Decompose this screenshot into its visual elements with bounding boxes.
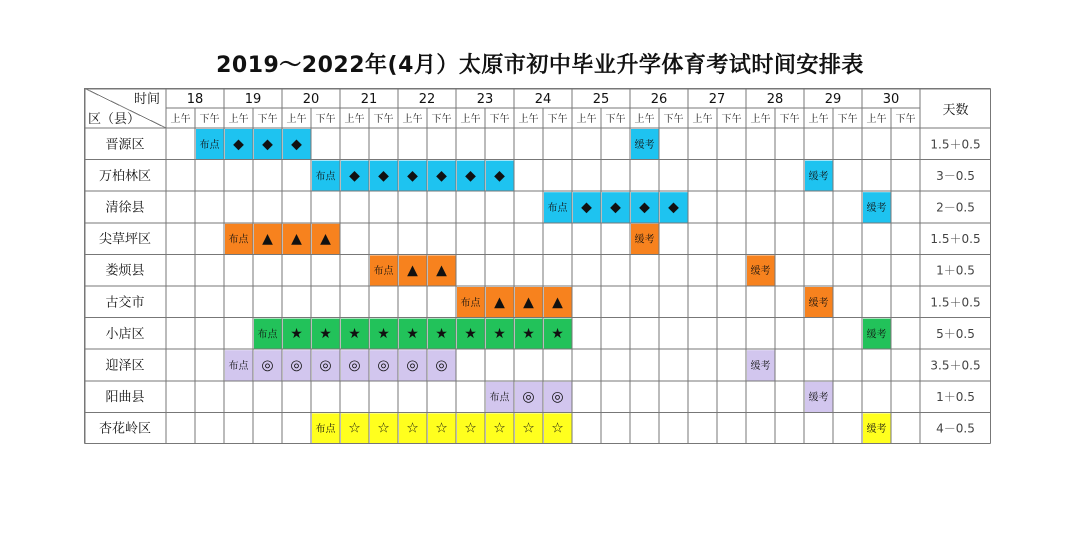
exam-mark: ★: [551, 325, 564, 342]
district-name: 清徐县: [105, 200, 145, 216]
cell-label: 布点: [315, 424, 336, 436]
header-time-label: 时间: [133, 92, 160, 107]
exam-mark: ◆: [262, 136, 273, 153]
exam-mark: ◆: [639, 199, 650, 216]
am-label: 上午: [750, 114, 771, 125]
day-label: 29: [824, 92, 842, 107]
exam-mark: ☆: [493, 420, 506, 437]
am-label: 上午: [576, 114, 597, 125]
am-label: 上午: [228, 114, 249, 125]
am-label: 上午: [402, 114, 423, 125]
day-label: 23: [476, 92, 494, 107]
exam-mark: ★: [435, 325, 448, 342]
exam-mark: ◆: [291, 136, 302, 153]
district-name: 阳曲县: [105, 390, 145, 406]
am-label: 上午: [808, 114, 829, 125]
exam-mark: ◎: [522, 389, 535, 406]
header-district-label: 区（县）: [88, 112, 141, 127]
exam-mark: ◆: [581, 199, 592, 216]
am-label: 上午: [286, 114, 307, 125]
cell-label: 布点: [315, 171, 336, 183]
exam-mark: ◎: [319, 357, 332, 374]
cell-label: 缓考: [866, 329, 887, 341]
days-total: 3.5＋0.5: [930, 358, 981, 373]
exam-mark: ☆: [435, 420, 448, 437]
days-total: 2－0.5: [936, 200, 975, 215]
exam-mark: ★: [348, 325, 361, 342]
exam-mark: ◆: [407, 167, 418, 184]
days-total: 5＋0.5: [936, 326, 975, 341]
cell-label: 缓考: [750, 266, 771, 278]
exam-mark: ◆: [668, 199, 679, 216]
district-name: 古交市: [105, 295, 145, 311]
day-label: 22: [418, 92, 436, 107]
district-name: 尖草坪区: [98, 232, 152, 248]
exam-mark: ◎: [377, 357, 390, 374]
cell-label: 缓考: [808, 392, 829, 404]
am-label: 上午: [460, 114, 481, 125]
exam-mark: ☆: [551, 420, 564, 437]
pm-label: 下午: [895, 114, 916, 125]
pm-label: 下午: [779, 114, 800, 125]
exam-mark: ◆: [494, 167, 505, 184]
exam-mark: ▲: [291, 231, 302, 248]
exam-mark: ◎: [551, 389, 564, 406]
cell-label: 缓考: [808, 297, 829, 309]
days-total: 1.5＋0.5: [930, 295, 981, 310]
exam-mark: ★: [290, 325, 303, 342]
cell-label: 布点: [460, 297, 481, 309]
am-label: 上午: [170, 114, 191, 125]
exam-mark: ▲: [262, 231, 273, 248]
exam-mark: ◆: [233, 136, 244, 153]
am-label: 上午: [518, 114, 539, 125]
pm-label: 下午: [605, 114, 626, 125]
cell-label: 布点: [489, 392, 510, 404]
page-title: 2019～2022年(4月）太原市初中毕业升学体育考试时间安排表: [216, 53, 864, 78]
cell-label: 布点: [257, 329, 278, 341]
exam-mark: ★: [377, 325, 390, 342]
am-label: 上午: [634, 114, 655, 125]
cell-label: 缓考: [866, 424, 887, 436]
exam-mark: ☆: [377, 420, 390, 437]
pm-label: 下午: [489, 114, 510, 125]
exam-mark: ★: [522, 325, 535, 342]
day-label: 24: [534, 92, 552, 107]
exam-mark: ◎: [261, 357, 274, 374]
cell-label: 布点: [228, 361, 249, 372]
exam-mark: ★: [319, 325, 332, 342]
cell-label: 布点: [547, 203, 568, 214]
pm-label: 下午: [373, 114, 394, 125]
exam-mark: ◎: [435, 357, 448, 374]
cell-label: 缓考: [750, 361, 771, 372]
cell-label: 缓考: [808, 171, 829, 183]
exam-mark: ▲: [523, 294, 534, 311]
pm-label: 下午: [199, 114, 220, 125]
day-label: 19: [244, 92, 262, 107]
exam-mark: ◎: [406, 357, 419, 374]
exam-mark: ▲: [436, 262, 447, 279]
district-name: 小店区: [105, 326, 145, 342]
day-label: 28: [766, 92, 784, 107]
am-label: 上午: [692, 114, 713, 125]
day-label: 30: [882, 92, 900, 107]
cell-label: 布点: [373, 266, 394, 278]
day-label: 21: [360, 92, 378, 107]
header-days-total-label: 天数: [942, 103, 969, 118]
exam-mark: ◆: [465, 167, 476, 184]
schedule-table: [84, 88, 991, 444]
days-total: 1＋0.5: [936, 263, 975, 278]
cell-label: 缓考: [634, 139, 655, 151]
days-total: 3－0.5: [936, 168, 975, 183]
exam-mark: ◆: [610, 199, 621, 216]
district-name: 娄烦县: [105, 263, 145, 279]
pm-label: 下午: [257, 114, 278, 125]
exam-mark: ▲: [552, 294, 563, 311]
day-label: 25: [592, 92, 610, 107]
exam-mark: ▲: [407, 262, 418, 279]
exam-mark: ◎: [290, 357, 303, 374]
exam-mark: ☆: [464, 420, 477, 437]
exam-mark: ◆: [436, 167, 447, 184]
days-total: 1.5＋0.5: [930, 232, 981, 247]
days-total: 1.5＋0.5: [930, 137, 981, 152]
district-name: 杏花岭区: [98, 421, 152, 437]
cell-label: 布点: [199, 139, 220, 151]
pm-label: 下午: [315, 114, 336, 125]
days-total: 4－0.5: [936, 421, 975, 436]
exam-mark: ★: [406, 325, 419, 342]
pm-label: 下午: [721, 114, 742, 125]
exam-mark: ★: [493, 325, 506, 342]
pm-label: 下午: [547, 114, 568, 125]
cell-label: 缓考: [866, 203, 887, 214]
exam-mark: ☆: [348, 420, 361, 437]
day-label: 20: [302, 92, 320, 107]
exam-mark: ◆: [378, 167, 389, 184]
pm-label: 下午: [431, 114, 452, 125]
am-label: 上午: [344, 114, 365, 125]
day-label: 18: [186, 92, 204, 107]
district-name: 迎泽区: [105, 358, 145, 374]
day-label: 27: [708, 92, 726, 107]
pm-label: 下午: [837, 114, 858, 125]
day-label: 26: [650, 92, 668, 107]
exam-mark: ★: [464, 325, 477, 342]
exam-mark: ☆: [522, 420, 535, 437]
cell-label: 布点: [228, 234, 249, 246]
days-total: 1＋0.5: [936, 390, 975, 405]
district-name: 晋源区: [105, 137, 145, 153]
cell-label: 缓考: [634, 234, 655, 246]
am-label: 上午: [866, 114, 887, 125]
exam-mark: ▲: [494, 294, 505, 311]
exam-mark: ◆: [349, 167, 360, 184]
exam-mark: ◎: [348, 357, 361, 374]
exam-mark: ☆: [406, 420, 419, 437]
district-name: 万柏林区: [98, 168, 152, 184]
exam-mark: ▲: [320, 231, 331, 248]
pm-label: 下午: [663, 114, 684, 125]
